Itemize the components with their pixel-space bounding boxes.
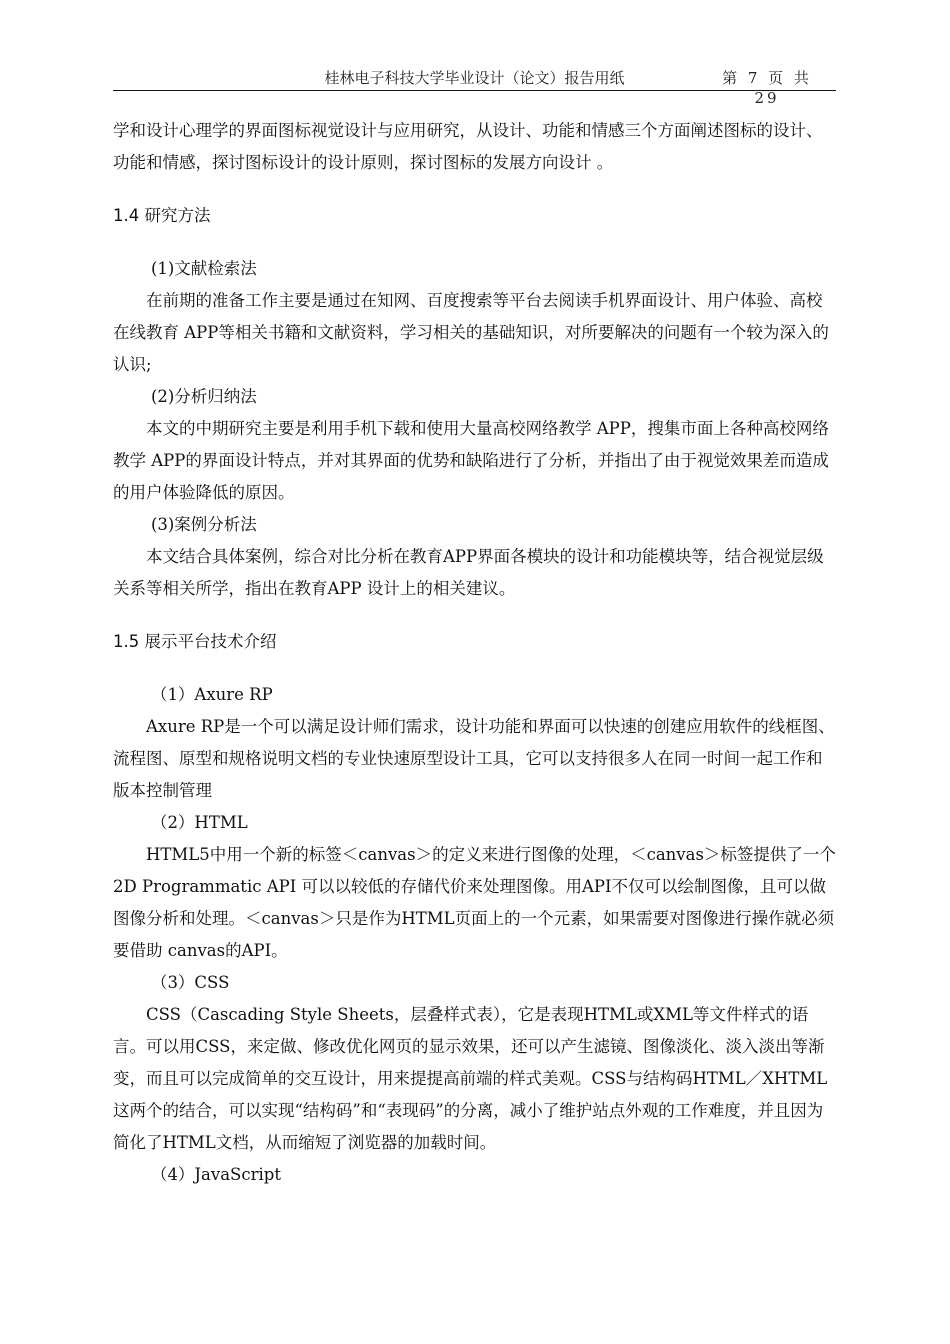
- body-paragraph: 本文的中期研究主要是利用手机下载和使用大量高校网络教学 APP，搜集市面上各种高校网络教学 APP的界面设计特点，并对其界面的优势和缺陷进行了分析，并指出了由于视觉效果差而造成的用户体验降低的原因。: [113, 419, 829, 502]
- page-header: [113, 68, 836, 107]
- header-rule: [113, 90, 836, 91]
- header-title: 桂林电子科技大学毕业设计（论文）报告用纸: [324, 69, 625, 87]
- body-paragraph: 本文结合具体案例，综合对比分析在教育APP界面各模块的设计和功能模块等，结合视觉层级关系等相关所学，指出在教育APP 设计上的相关建议。: [113, 547, 824, 598]
- document-body: [113, 115, 837, 1191]
- method-item-label: (2)分析归纳法: [150, 387, 257, 406]
- page-number-label: 第 7 页 共 29: [722, 69, 812, 107]
- method-item-label: (3)案例分析法: [150, 515, 257, 534]
- method-item-label: (1)文献检索法: [150, 259, 257, 278]
- body-paragraph: 在前期的准备工作主要是通过在知网、百度搜索等平台去阅读手机界面设计、用户体验、高校在线教育 APP等相关书籍和文献资料，学习相关的基础知识，对所要解决的问题有一个较为深入的认识;: [113, 291, 829, 374]
- method-item-label: （4）JavaScript: [150, 1165, 281, 1184]
- body-paragraph: CSS（Cascading Style Sheets，层叠样式表），它是表现HTML或XML等文件样式的语言。可以用CSS，来定做、修改优化网页的显示效果，还可以产生滤镜、图像淡化、淡入淡出等渐变，而且可以完成简单的交互设计，用来提提高前端的样式美观。CSS与结构码HTML／XHTML这两个的结合，可以实现“结构码”和“表现码”的分离，减小了维护站点外观的工作难度，并且因为简化了HTML文档，从而缩短了浏览器的加载时间。: [113, 1005, 828, 1152]
- section-heading: 1.4 研究方法: [113, 206, 211, 225]
- method-item-label: （1）Axure RP: [150, 685, 273, 704]
- method-item-label: （3）CSS: [150, 973, 230, 992]
- body-paragraph: HTML5中用一个新的标签＜canvas＞的定义来进行图像的处理，＜canvas＞标签提供了一个2D Programmatic API 可以以较低的存储代价来处理图像。用API不仅可以绘制图像，且可以做图像分析和处理。＜canvas＞只是作为HTML页面上的一个元素，如果需要对图像进行操作就必须要借助 canvas的API。: [113, 845, 836, 960]
- body-paragraph: 学和设计心理学的界面图标视觉设计与应用研究，从设计、功能和情感三个方面阐述图标的设计、功能和情感，探讨图标设计的设计原则，探讨图标的发展方向设计 。: [113, 121, 823, 172]
- body-paragraph: Axure RP是一个可以满足设计师们需求，设计功能和界面可以快速的创建应用软件的线框图、流程图、原型和规格说明文档的专业快速原型设计工具，它可以支持很多人在同一时间一起工作和版本控制管理: [113, 717, 835, 800]
- section-heading: 1.5 展示平台技术介绍: [113, 632, 277, 651]
- method-item-label: （2）HTML: [150, 813, 248, 832]
